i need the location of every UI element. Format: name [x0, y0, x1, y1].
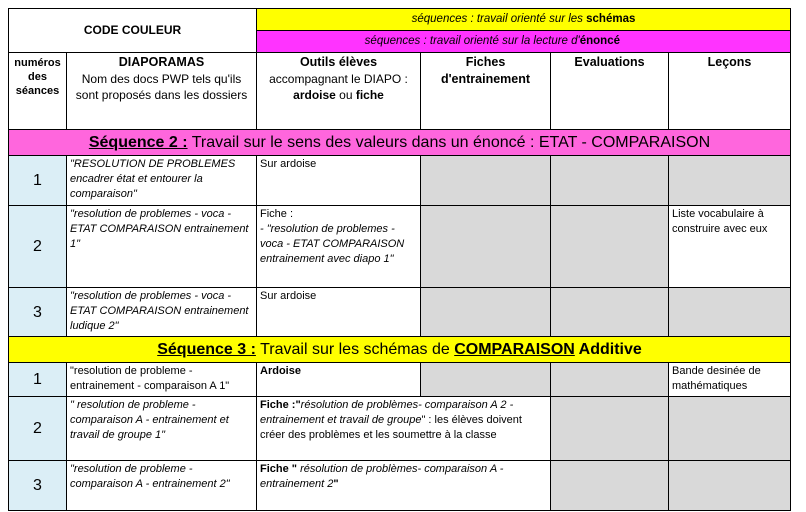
seq2-row-2 — [9, 206, 791, 288]
fiches-cell — [421, 206, 551, 288]
evaluations-cell — [551, 363, 669, 397]
sequence-3-title-row — [9, 337, 791, 363]
outil-eleve: Ardoise — [257, 363, 421, 397]
evaluations-cell — [551, 288, 669, 337]
seance-number: 2 — [9, 206, 67, 288]
diapo-name: "resolution de probleme - comparaison A - entrainement 2" — [67, 461, 257, 511]
legend-yellow: séquences : travail orienté sur les schémas — [257, 9, 791, 31]
lecons-cell: Bande desinée de mathématiques — [669, 363, 791, 397]
evaluations-cell — [551, 206, 669, 288]
seance-number: 1 — [9, 156, 67, 206]
lecons-cell — [669, 156, 791, 206]
seance-number: 3 — [9, 288, 67, 337]
legend-row-yellow — [9, 9, 791, 31]
diapo-name: "resolution de problemes - voca - ETAT COMPARAISON entrainement ludique 2" — [67, 288, 257, 337]
header-evaluations: Evaluations — [551, 53, 669, 130]
seq2-row-1 — [9, 156, 791, 206]
lecons-cell: Liste vocabulaire à construire avec eux — [669, 206, 791, 288]
outil-eleve: Sur ardoise — [257, 156, 421, 206]
diapo-name: " resolution de probleme - comparaison A - entrainement et travail de groupe 1" — [67, 397, 257, 461]
seq2-row-3 — [9, 288, 791, 337]
outil-eleve: Sur ardoise — [257, 288, 421, 337]
lecons-cell — [669, 288, 791, 337]
diapo-name: "resolution de probleme - entrainement - comparaison A 1" — [67, 363, 257, 397]
seq3-row-1 — [9, 363, 791, 397]
seance-number: 1 — [9, 363, 67, 397]
outil-eleve: Fiche : - "resolution de problemes - voca - ETAT COMPARAISON entrainement avec diapo 1" — [257, 206, 421, 288]
fiches-cell — [421, 156, 551, 206]
evaluations-cell — [551, 461, 669, 511]
outil-eleve: Fiche " résolution de problèmes- comparaison A - entrainement 2" — [257, 461, 551, 511]
planning-table — [8, 8, 791, 511]
seq3-row-3 — [9, 461, 791, 511]
outil-eleve: Fiche :"résolution de problèmes- comparaison A 2 - entrainement et travail de groupe" : les élèves doivent créer des problèmes et les soumettre à la classe — [257, 397, 551, 461]
seq3-row-2 — [9, 397, 791, 461]
sequence-2-title-row — [9, 130, 791, 156]
diapo-name: "resolution de problemes - voca - ETAT COMPARAISON entrainement 1" — [67, 206, 257, 288]
seance-number: 3 — [9, 461, 67, 511]
header-row — [9, 53, 791, 130]
lecons-cell — [669, 397, 791, 461]
fiches-cell — [421, 363, 551, 397]
header-num: numéros des séances — [9, 53, 67, 130]
header-lecons: Leçons — [669, 53, 791, 130]
fiches-cell — [421, 288, 551, 337]
seance-number: 2 — [9, 397, 67, 461]
evaluations-cell — [551, 156, 669, 206]
planning-sheet — [8, 8, 790, 505]
evaluations-cell — [551, 397, 669, 461]
legend-magenta: séquences : travail orienté sur la lecture d'énoncé — [257, 31, 791, 53]
diapo-name: "RESOLUTION DE PROBLEMES encadrer état et entourer la comparaison" — [67, 156, 257, 206]
lecons-cell — [669, 461, 791, 511]
sequence-3-title: Séquence 3 : Travail sur les schémas de COMPARAISON Additive — [9, 337, 791, 363]
header-outils: Outils élèves accompagnant le DIAPO : ardoise ou fiche — [257, 53, 421, 130]
header-fiches: Fiches d'entrainement — [421, 53, 551, 130]
sequence-2-title: Séquence 2 : Travail sur le sens des valeurs dans un énoncé : ETAT - COMPARAISON — [9, 130, 791, 156]
header-diaporamas: DIAPORAMAS Nom des docs PWP tels qu'ils sont proposés dans les dossiers — [67, 53, 257, 130]
code-couleur-label: CODE COULEUR — [9, 9, 257, 53]
